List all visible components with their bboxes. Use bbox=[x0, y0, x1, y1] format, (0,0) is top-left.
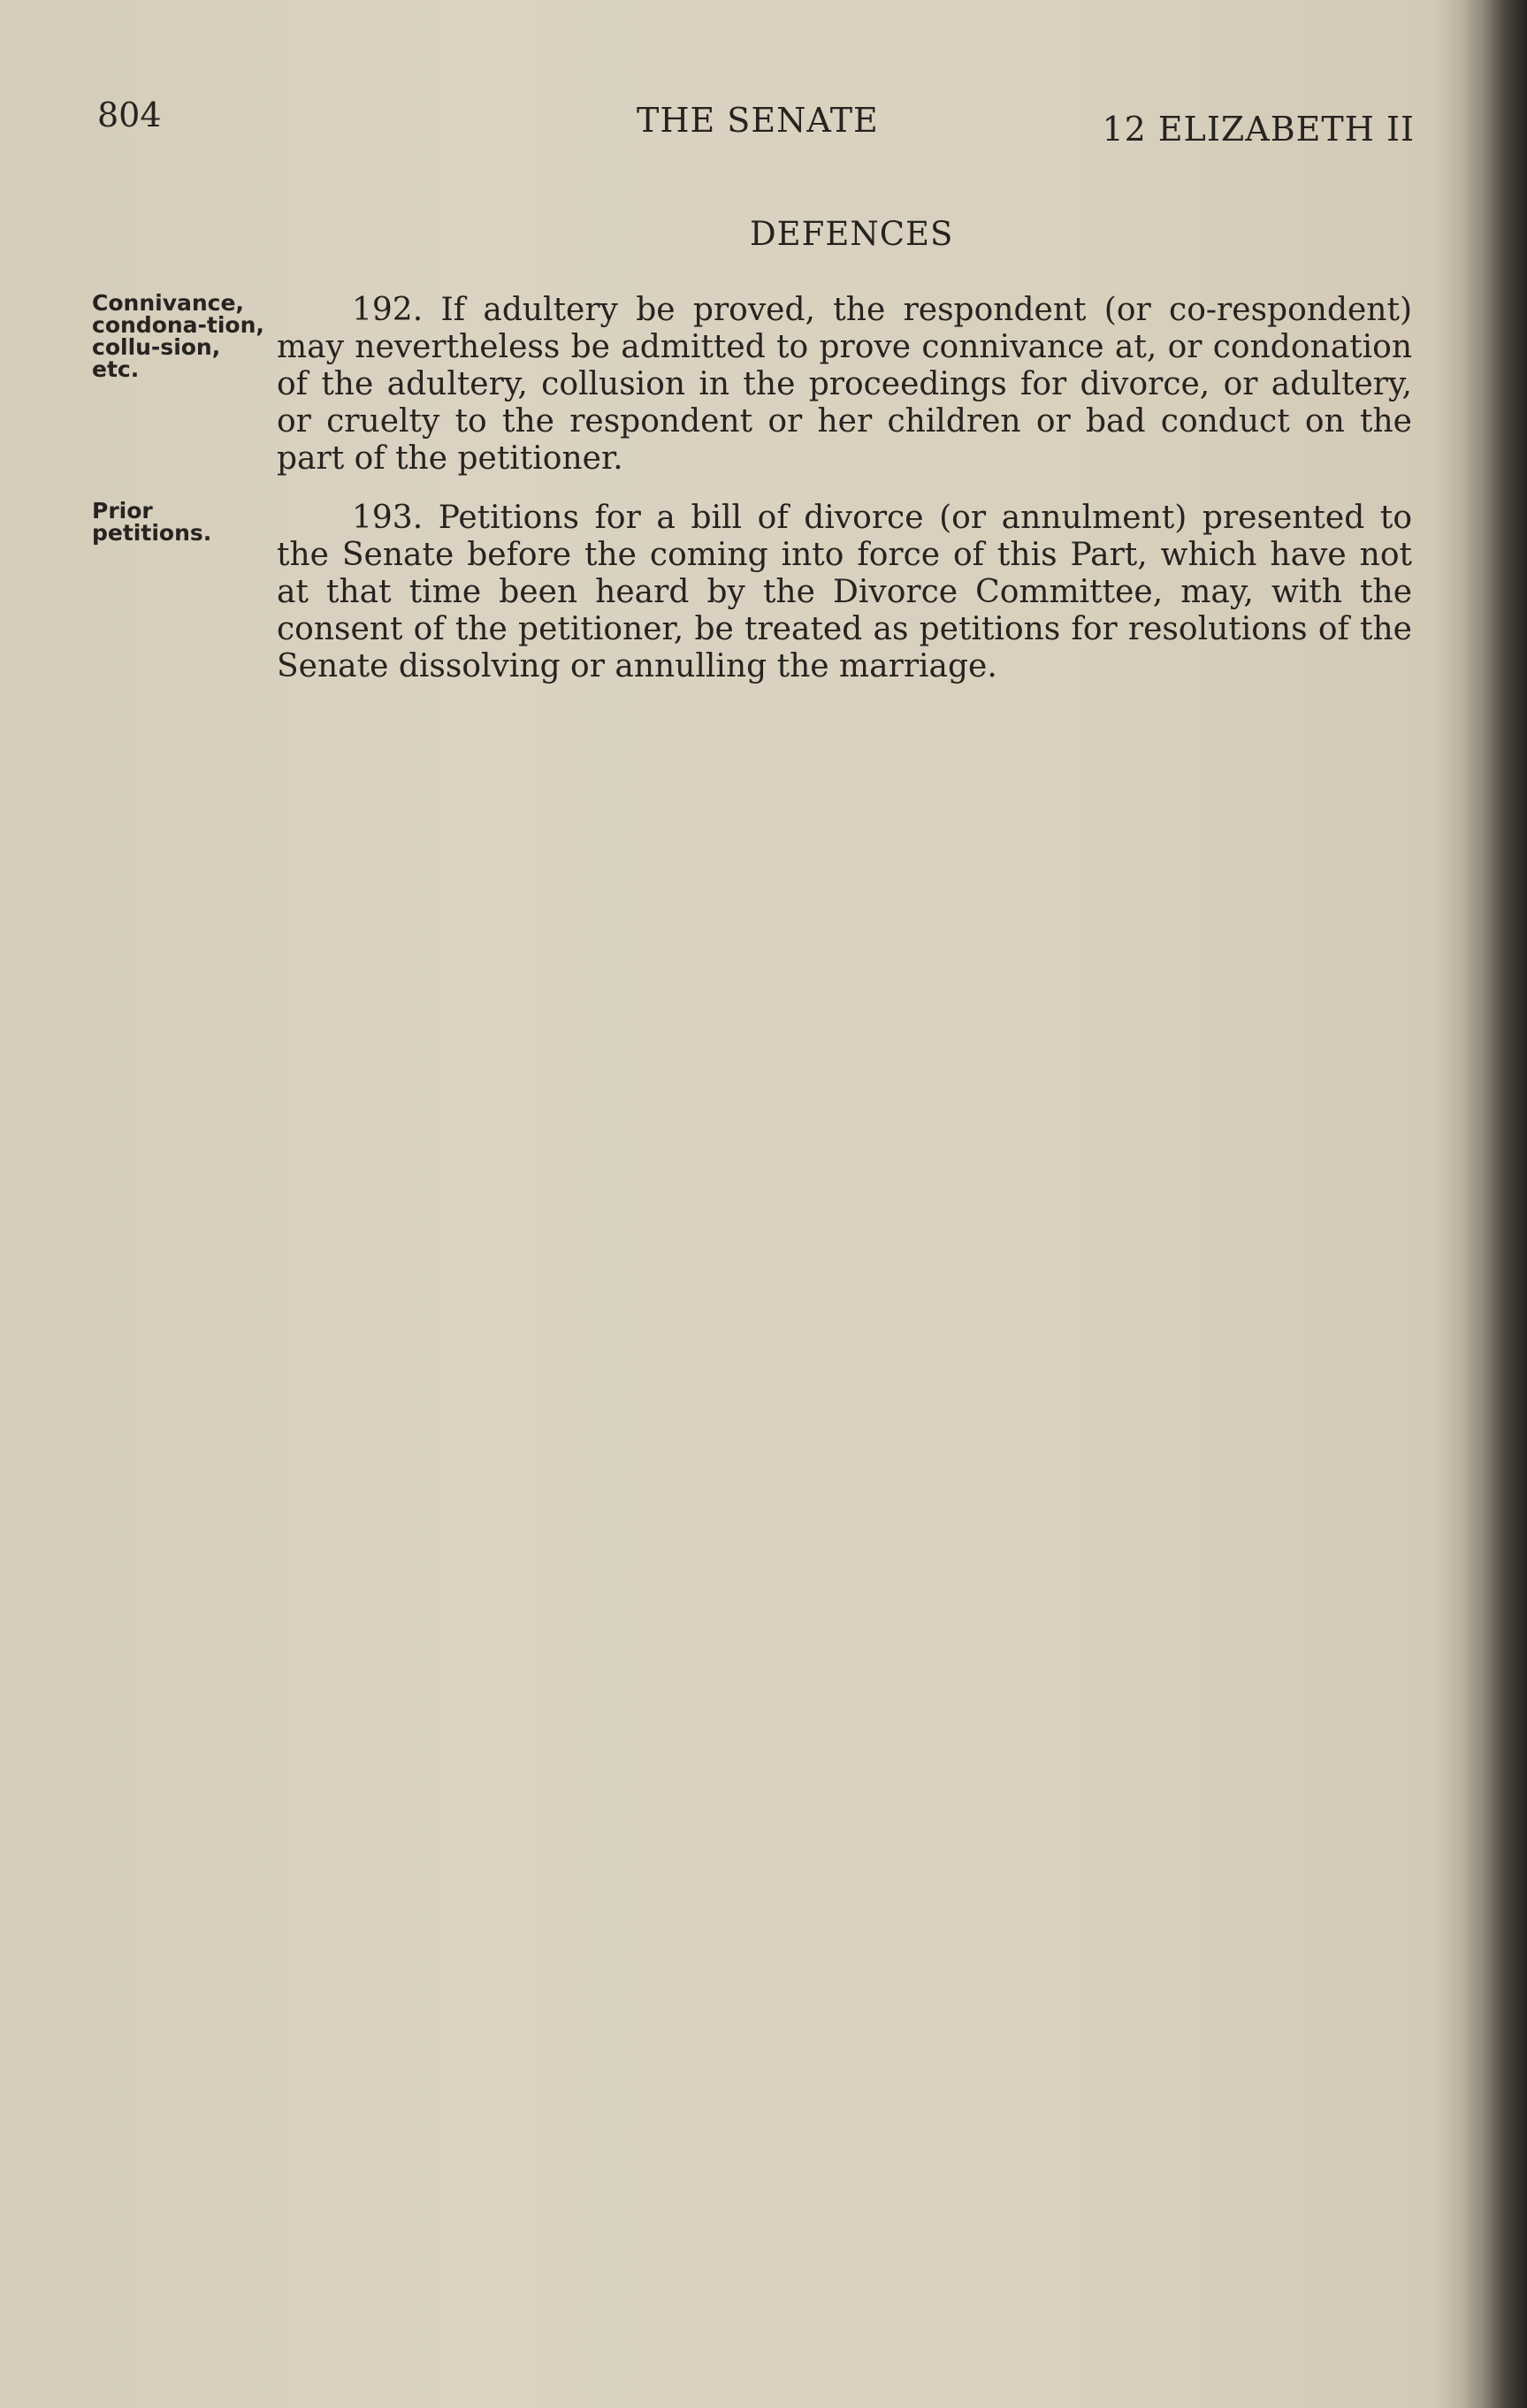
marginal-note: Prior petitions. bbox=[92, 498, 212, 546]
running-head bbox=[97, 96, 1415, 149]
section-heading: DEFENCES bbox=[750, 215, 954, 253]
marginal-note: Connivance, condona-tion, collu-sion, etc. bbox=[92, 290, 264, 382]
page-number: 804 bbox=[97, 96, 162, 134]
regnal-year: 12 ELIZABETH II bbox=[1102, 110, 1415, 149]
section-193-text: 193. Petitions for a bill of divorce (or annulment) presented to the Senate before the coming into force of this Part, which have not at that time been heard by the Divorce Committee, may, with the consent of the petitioner, be treated as petitions for resolutions of the Senate dissolving or annulling the marriage. bbox=[277, 500, 1412, 684]
section-192-text: 192. If adultery be proved, the respondent (or co-respondent) may nevertheless be admitted to prove connivance at, or condonation of the adultery, collusion in the proceedings for divorce, or adultery, or cruelty to the respondent or her children or bad conduct on the part of the petitioner. bbox=[277, 292, 1412, 477]
binding-shadow bbox=[1463, 0, 1527, 2408]
running-title: THE SENATE bbox=[637, 101, 879, 140]
